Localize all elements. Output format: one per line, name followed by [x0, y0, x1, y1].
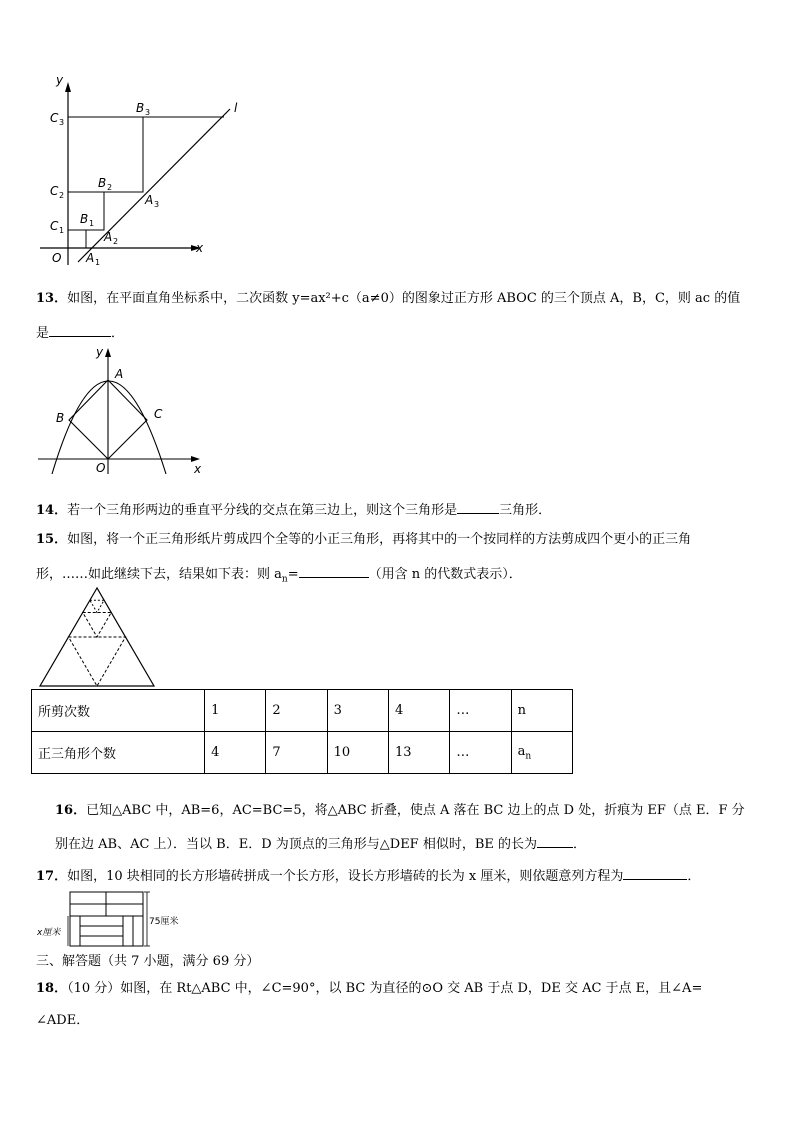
q16-text-a: 已知△ABC 中，AB=6，AC=BC=5，将△ABC 折叠，使点 A 落在 BC 边上的点 D 处，折痕为 EF（点 E．F 分	[86, 803, 745, 818]
table-cell: …	[450, 690, 511, 732]
q13-text-c: ．	[111, 326, 125, 341]
q17-text-a: 如图，10 块相同的长方形墙砖拼成一个长方形，设长方形墙砖的长为 x 厘米，则依题意列方程为	[67, 869, 624, 884]
q16-text-b: 别在边 AB、AC 上）．当以 B．E．D 为顶点的三角形与△DEF 相似时，BE 的长为	[55, 837, 538, 852]
label-l: l	[234, 101, 238, 115]
question-17	[36, 867, 700, 883]
table-cell: 4	[205, 732, 266, 774]
label-B1: B	[80, 212, 89, 226]
figure-parabola-square	[34, 344, 214, 478]
label-C2-sub: 2	[59, 191, 65, 200]
q18-number: 18．	[36, 981, 68, 996]
an-a: a	[517, 743, 526, 759]
q18-text-b: ∠ADE．	[36, 1013, 90, 1028]
q13-text-a: 如图，在平面直角坐标系中，二次函数 y=ax²+c（a≠0）的图象过正方形 ABOC 的三个顶点 A，B，C，则 ac 的值	[67, 291, 741, 306]
table-cell: 10	[327, 732, 388, 774]
q17-answer-blank[interactable]	[623, 867, 687, 880]
label-A2-sub: 2	[113, 237, 119, 246]
q15-answer-blank[interactable]	[299, 565, 369, 578]
figure-staircase-squares	[36, 70, 250, 270]
fig13-label-A: A	[115, 367, 124, 381]
label-B3-sub: 3	[145, 108, 151, 117]
label-B1-sub: 1	[89, 219, 95, 228]
question-15-line2	[36, 565, 522, 585]
label-C3-sub: 3	[59, 118, 65, 127]
question-13-line2	[36, 324, 124, 340]
table-cell: 7	[266, 732, 327, 774]
label-B2: B	[98, 176, 107, 190]
q17-text-b: ．	[687, 869, 701, 884]
question-13-line1	[36, 292, 740, 305]
question-16-line2	[55, 835, 586, 851]
table-cell: 2	[266, 690, 327, 732]
label-A3: A	[145, 193, 154, 207]
label-C1-sub: 1	[59, 226, 65, 235]
fig17-right-label: 75厘米	[149, 917, 179, 927]
q16-answer-blank[interactable]	[537, 835, 573, 848]
q15-text-b: 形，……如此继续下去，结果如下表：则 a	[36, 567, 282, 582]
q13-answer-blank[interactable]	[49, 324, 111, 337]
q15-sub-n: n	[281, 574, 288, 585]
label-C3: C	[50, 111, 59, 125]
question-15-line1	[36, 533, 691, 546]
table-cell-an	[511, 732, 572, 774]
q15-number: 15．	[36, 532, 68, 547]
fig13-label-x: x	[194, 462, 202, 476]
q16-number: 16．	[55, 803, 87, 818]
label-C1: C	[50, 219, 59, 233]
q15-table	[31, 689, 573, 774]
section-3-title: 三、解答题（共 7 小题，满分 69 分）	[36, 954, 260, 969]
figure-brick-wall	[36, 888, 196, 950]
an-sub: n	[525, 751, 532, 762]
fig13-label-B: B	[56, 411, 65, 425]
q15-text-d: （用含 n 的代数式表示）．	[368, 567, 522, 582]
label-B3: B	[136, 101, 145, 115]
figure-nested-triangles	[38, 586, 156, 688]
label-A1-sub: 1	[95, 258, 101, 267]
label-A3-sub: 3	[154, 200, 160, 209]
question-14	[36, 501, 551, 517]
q18-text-a: （10 分）如图，在 Rt△ABC 中，∠C=90°，以 BC 为直径的⊙O 交 AB 于点 D，DE 交 AC 于点 E，且∠A=	[67, 981, 703, 996]
label-C2: C	[50, 184, 59, 198]
label-A1: A	[86, 251, 95, 265]
table-cell: 4	[388, 690, 449, 732]
question-18-line2	[36, 1014, 89, 1027]
table-header-cuts: 所剪次数	[32, 690, 205, 732]
label-y: y	[56, 73, 64, 87]
label-B2-sub: 2	[107, 183, 113, 192]
q15-text-a: 如图，将一个正三角形纸片剪成四个全等的小正三角形，再将其中的一个按同样的方法剪成四个更小的正三角	[67, 532, 692, 547]
table-cell: 13	[388, 732, 449, 774]
q13-text-b: 是	[36, 326, 50, 341]
q15-text-c: =	[287, 567, 299, 582]
label-O: O	[52, 251, 62, 265]
table-cell: 3	[327, 690, 388, 732]
q14-text-b: 三角形．	[499, 503, 552, 518]
fig17-left-label: x厘米	[37, 928, 61, 938]
table-cell: 1	[205, 690, 266, 732]
table-row	[32, 690, 573, 732]
q16-text-c: ．	[573, 837, 587, 852]
fig13-label-C: C	[154, 407, 163, 421]
q14-number: 14．	[36, 503, 68, 518]
table-cell: n	[511, 690, 572, 732]
question-18-line1	[36, 982, 702, 995]
label-A2: A	[104, 230, 113, 244]
label-x: x	[196, 241, 204, 255]
table-row	[32, 732, 573, 774]
question-16-line1	[55, 804, 745, 817]
table-header-count: 正三角形个数	[32, 732, 205, 774]
table-cell: …	[450, 732, 511, 774]
q17-number: 17．	[36, 869, 68, 884]
q13-number: 13．	[36, 291, 68, 306]
q14-text-a: 若一个三角形两边的垂直平分线的交点在第三边上，则这个三角形是	[67, 503, 458, 518]
fig13-label-O: O	[96, 461, 106, 475]
fig13-label-y: y	[96, 345, 104, 359]
q14-answer-blank[interactable]	[457, 501, 499, 514]
